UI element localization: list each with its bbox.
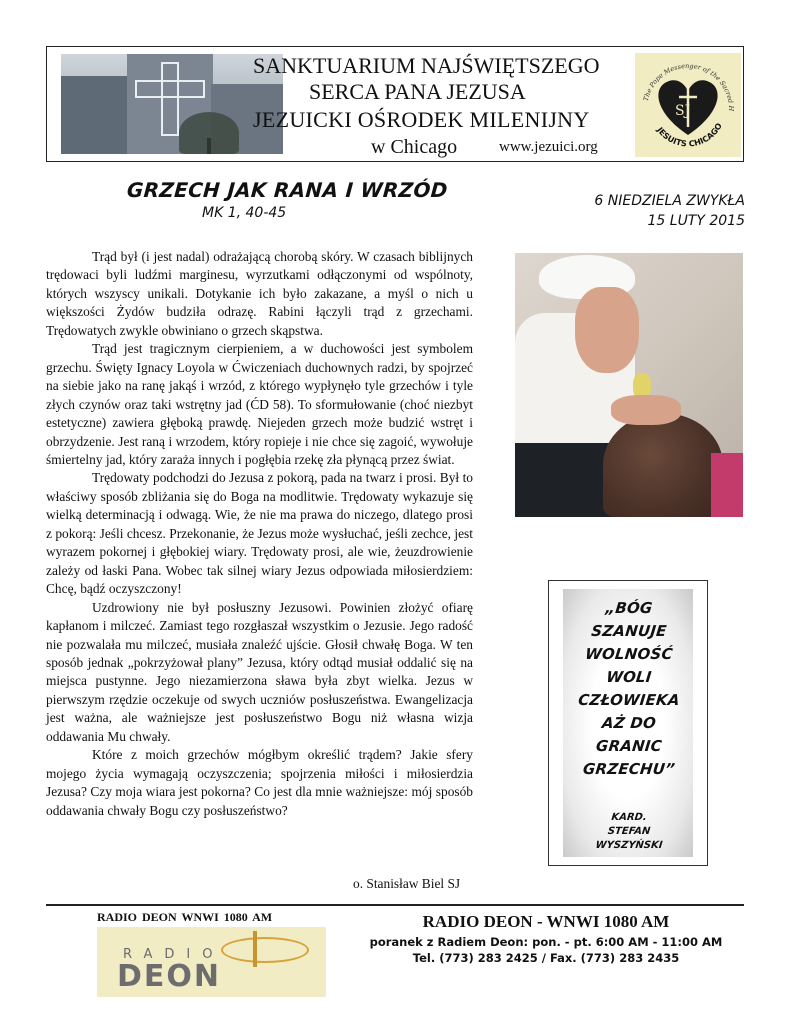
logo-deon-text: DEON	[117, 959, 222, 994]
scripture-reference: MK 1, 40-45	[202, 205, 287, 221]
radio-phone-fax: Tel. (773) 283 2425 / Fax. (773) 283 2435	[412, 951, 680, 965]
article-paragraph: Trąd był (i jest nadal) odrażającą chorobą skóry. W czasach biblijnych trędowaci byli ludźmi marginesu, wyrzutkami odłączonymi od wspólnoty, których wszyscy unikali. Dotykanie ich było zakazane, a myśl o nich u większości Żydów budziła odrazę. Rabini łączyli trąd z grzechami. Trędowatych zwykle obwiniano o grzech skąpstwa.	[46, 249, 473, 338]
radio-station-title: RADIO DEON - WNWI 1080 AM	[422, 912, 670, 931]
radio-schedule: poranek z Radiem Deon: pon. - pt. 6:00 AM - 11:00 AM	[369, 935, 723, 949]
article-paragraph: Trędowaty podchodzi do Jezusa z pokorą, pada na twarz i prosi. Był to właściwy sposób zbliżania się do Boga na modlitwie. Trędowaty wykazuje się wielką determinacją i odwagą. Wie, że nie ma prawa do niczego, dlatego prosi z pokorą: Jeśli chcesz. Przekonanie, że Jezus może wysłuchać, jeśli zechce, jest wyrazem pokornej i głębokiej wiary. Trędowaty prosi, ale wie, żeuzdrowienie zależy od łaski Pana. Wobec tak silnej wiary Jezus odpowiada miłosierdziem: Chcę, bądź oczyszczony!	[46, 470, 473, 597]
author-signature: o. Stanisław Biel SJ	[353, 876, 461, 891]
article-body	[46, 248, 473, 820]
pope-blessing-photo	[515, 253, 743, 517]
quote-author-line: STEFAN	[607, 826, 651, 837]
quote-box	[548, 580, 708, 866]
quote-line: „BÓG	[604, 599, 654, 617]
sacred-heart-icon	[635, 53, 741, 157]
footer-divider	[46, 904, 744, 906]
liturgical-sunday: 6 NIEDZIELA ZWYKŁA	[594, 193, 745, 209]
header-title-line3: JEZUICKI OŚRODEK MILENIJNY	[253, 107, 590, 132]
quote-line: GRZECHU”	[582, 760, 676, 778]
logo-letters: SJ	[675, 103, 691, 119]
logo-arc-bottom-text: JESUITS CHICAGO	[655, 121, 724, 149]
header-title-line2: SERCA PANA JEZUSA	[309, 79, 526, 104]
radio-small-label: RADIO DEON WNWI 1080 AM	[97, 910, 273, 924]
header-title-line1: SANKTUARIUM NAJŚWIĘTSZEGO	[253, 53, 600, 78]
quote-author-line: KARD.	[610, 812, 648, 823]
article-title: GRZECH JAK RANA I WRZÓD	[126, 178, 449, 202]
header-city: w Chicago	[371, 136, 458, 158]
quote-line: AŻ DO	[601, 714, 657, 732]
quote-line: WOLI	[605, 668, 653, 686]
quote-author-line: WYSZYŃSKI	[594, 840, 664, 851]
quote-line: SZANUJE	[590, 622, 668, 640]
jesuits-chicago-logo	[635, 53, 741, 157]
masthead	[46, 46, 744, 162]
article-paragraph: Uzdrowiony nie był posłuszny Jezusowi. Powinien złożyć ofiarę kapłanom i milczeć. Zamiast tego rozgłaszał wszystkim o Jezusie. Jego radość nie pozwalała mu milczeć, musiała znaleźć ujście. Głosił chwałę Boga. W ten sposób jednak „pokrzyżował plany” Jezusa, który odtąd musiał oddalić się na miejsca pustynne. Jego niezamierzona sława była zbyt wielka. Jezus w pierwszym rzędzie oczekuje od swych uczniów posłuszeństwa. Ewangelizacja jest ważna, ale ważniejsze jest posłuszeństwo Bogu niż własna wizja oddawania Mu chwały.	[46, 599, 473, 744]
publication-date: 15 LUTY 2015	[647, 213, 745, 229]
logo-arc-top-text: The Pope Messenger of the Sacred H	[641, 61, 736, 112]
church-photo	[61, 54, 283, 154]
quote-line: CZŁOWIEKA	[577, 691, 681, 709]
article-paragraph: Które z moich grzechów mógłbym określić trądem? Jakie sfery mojego życia wymagają oczyszczenia; spojrzenia miłości i miłosierdzia Jezusa? Czy moja wiara jest pokorna? Co jest dla mnie ważniejsze: mój sposób oddawania chwały Bogu czy posłuszeństwo?	[46, 747, 473, 818]
article-paragraph: Trąd jest tragicznym cierpieniem, a w duchowości jest symbolem grzechu. Święty Ignacy Loyola w Ćwiczeniach duchownych radzi, by spojrzeć na siebie jako na ranę jakąś i wrzód, z którego wypłynęło tyle grzechów i tyle złych czynów oraz taki wstrętny jad (ĆD 58). To sformułowanie (choć niezbyt estetyczne) zawiera głęboką prawdę. Niejeden grzech może budzić wstręt i obrzydzenie. Jest raną i wrzodem, który ropieje i nie chce się zagoić, wywołuje śmiertelny jad, który zaraża innych i pogłębia rzekę zła płynącą przez świat.	[46, 341, 473, 467]
quote-line: WOLNOŚĆ	[584, 645, 674, 663]
logo-radio-text: RADIO	[123, 947, 225, 962]
website-link[interactable]: www.jezuici.org	[499, 139, 598, 155]
quote-line: GRANIC	[595, 737, 663, 755]
